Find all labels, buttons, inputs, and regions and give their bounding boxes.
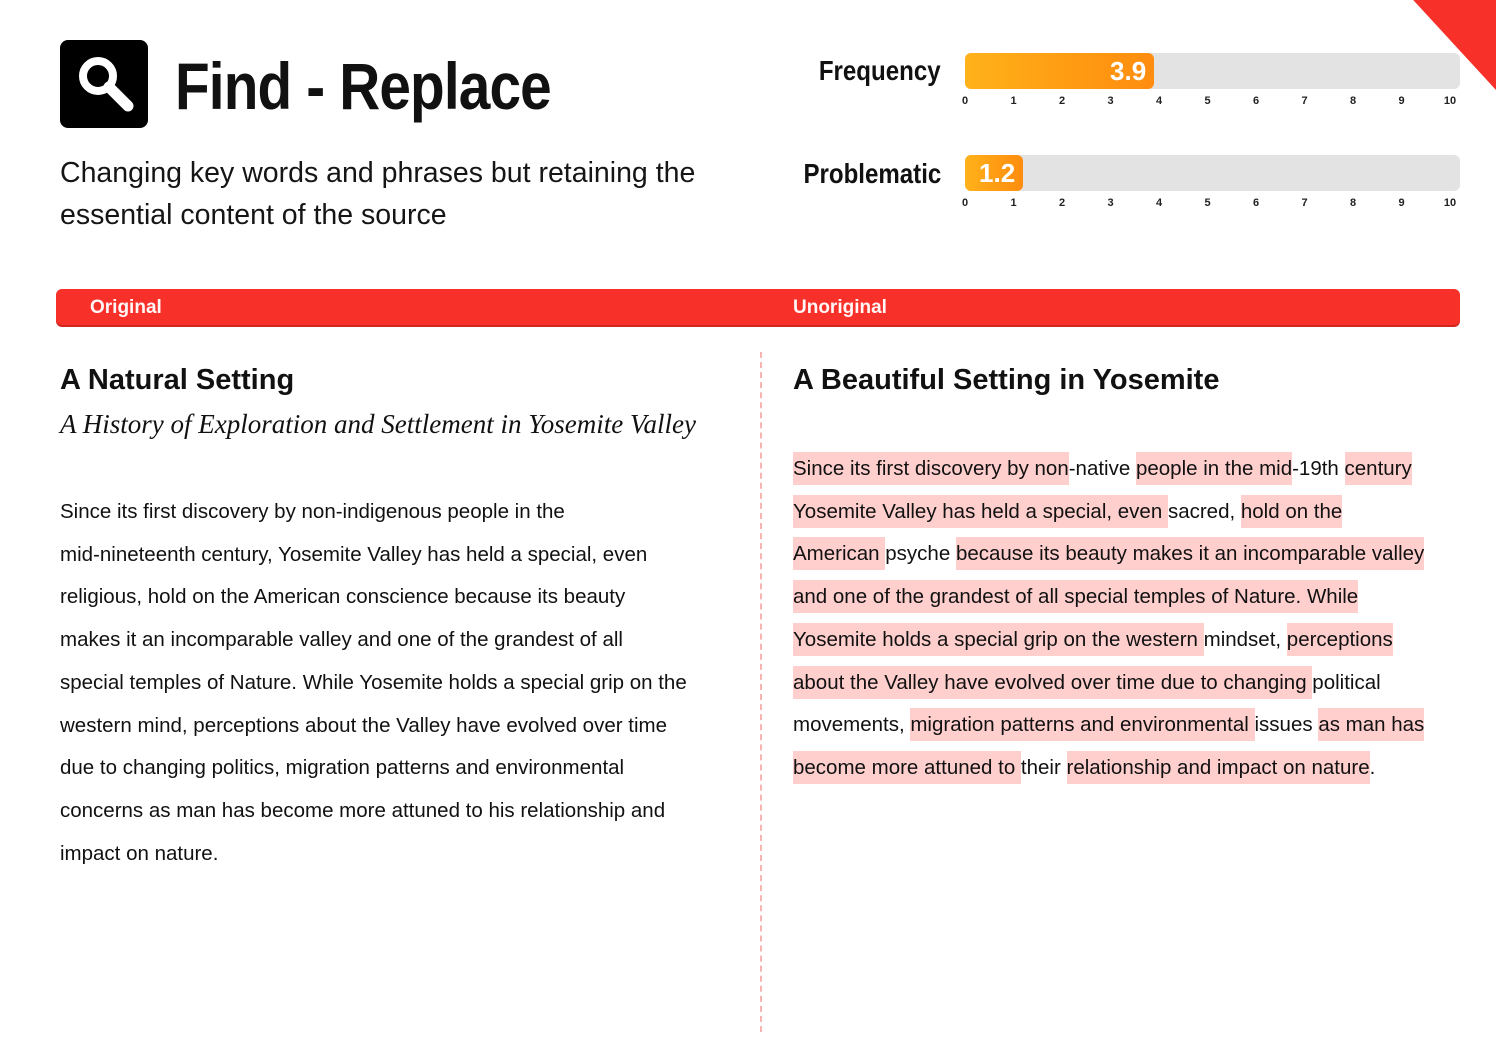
scale-tick-label: 1 xyxy=(1010,197,1017,209)
frequency-scale xyxy=(961,95,1457,111)
original-line: mid-nineteenth century, Yosemite Valley has held a special, even xyxy=(60,542,648,566)
scale-tick-label: 9 xyxy=(1398,197,1405,209)
matched-segment: become more attuned to xyxy=(793,751,1021,784)
changed-segment: movements, xyxy=(793,713,911,737)
problematic-label: Problematic xyxy=(803,158,941,189)
unoriginal-line xyxy=(793,662,1473,705)
page-title: Find - Replace xyxy=(175,49,551,123)
changed-segment: . xyxy=(1369,755,1376,779)
changed-segment: sacred, xyxy=(1167,499,1241,523)
matched-segment: migration patterns and environmental xyxy=(910,708,1254,741)
unoriginal-line xyxy=(793,619,1473,662)
matched-segment: as man has xyxy=(1318,708,1424,741)
scale-tick-label: 5 xyxy=(1204,197,1211,209)
matched-segment: about the Valley have evolved over time due to changing xyxy=(793,666,1312,699)
scale-tick-label: 8 xyxy=(1349,95,1357,107)
unoriginal-line xyxy=(793,576,1473,619)
scale-tick-label: 3 xyxy=(1107,197,1114,209)
unoriginal-line xyxy=(793,704,1473,747)
original-line: due to changing politics, migration patterns and environmental xyxy=(60,756,625,780)
unoriginal-line xyxy=(793,448,1473,491)
scale-tick-label: 2 xyxy=(1058,197,1066,209)
original-line: special temples of Nature. While Yosemite holds a special grip on the xyxy=(60,670,687,694)
scale-tick-label: 0 xyxy=(961,95,969,107)
scale-tick-label: 7 xyxy=(1301,95,1308,107)
changed-segment: psyche xyxy=(885,542,956,566)
changed-segment: -19th xyxy=(1292,457,1345,480)
frequency-label: Frequency xyxy=(819,55,941,86)
frequency-bar-fill xyxy=(965,53,1154,89)
matched-segment: Yosemite holds a special grip on the western xyxy=(793,623,1204,656)
original-column-label: Original xyxy=(90,297,162,318)
changed-segment: issues xyxy=(1254,713,1319,737)
unoriginal-line xyxy=(793,491,1473,534)
original-subheading: A History of Exploration and Settlement in Yosemite Valley xyxy=(60,409,696,439)
matched-segment: people in the mid xyxy=(1136,452,1292,485)
matched-segment: Yosemite Valley has held a special, even xyxy=(793,495,1168,528)
matched-segment: relationship and impact on nature xyxy=(1067,751,1370,784)
changed-segment: political xyxy=(1312,670,1381,694)
original-line: concerns as man has become more attuned to his relationship and xyxy=(60,798,666,822)
original-line: religious, hold on the American conscience because its beauty xyxy=(60,585,626,609)
frequency-bar xyxy=(965,53,1460,89)
original-line: western mind, perceptions about the Valley have evolved over time xyxy=(60,713,667,737)
scale-tick-label: 1 xyxy=(1010,95,1017,107)
matched-segment: American xyxy=(793,537,885,570)
scale-tick-label: 2 xyxy=(1058,95,1066,107)
frequency-value: 3.9 xyxy=(1110,56,1147,86)
changed-segment: -native xyxy=(1068,457,1136,480)
page-subtitle: Changing key words and phrases but retaining the essential content of the source xyxy=(60,157,696,231)
matched-segment: hold on the xyxy=(1241,495,1342,528)
scale-tick-label: 4 xyxy=(1155,95,1163,107)
matched-segment: century xyxy=(1345,452,1412,485)
unoriginal-heading: A Beautiful Setting in Yosemite xyxy=(793,364,1220,396)
changed-segment: mindset, xyxy=(1203,627,1287,651)
original-heading: A Natural Setting xyxy=(60,364,295,396)
original-line: impact on nature. xyxy=(60,841,219,865)
scale-tick-label: 6 xyxy=(1252,95,1260,107)
comparison-banner xyxy=(56,289,1460,325)
unoriginal-line xyxy=(793,533,1473,576)
problematic-bar-fill xyxy=(965,155,1023,191)
scale-tick-label: 10 xyxy=(1443,95,1457,107)
column-divider xyxy=(760,352,762,1032)
original-line: makes it an incomparable valley and one of the grandest of all xyxy=(60,628,623,652)
original-line: Since its first discovery by non-indigenous people in the xyxy=(60,500,565,523)
matched-segment: Since its first discovery by non xyxy=(793,452,1069,485)
problematic-value: 1.2 xyxy=(979,158,1016,188)
unoriginal-column-label: Unoriginal xyxy=(793,297,887,318)
problematic-scale xyxy=(961,197,1457,213)
magnifier-icon xyxy=(76,54,134,114)
scale-tick-label: 5 xyxy=(1204,95,1211,107)
problematic-bar xyxy=(965,155,1460,191)
original-passage xyxy=(60,491,740,875)
scale-tick-label: 8 xyxy=(1349,197,1357,209)
scale-tick-label: 9 xyxy=(1398,95,1405,107)
magnifier-logo xyxy=(60,40,148,128)
matched-segment: perceptions xyxy=(1287,623,1393,656)
unoriginal-line xyxy=(793,747,1473,790)
scale-tick-label: 0 xyxy=(961,197,969,209)
changed-segment: their xyxy=(1020,755,1067,779)
matched-segment: and one of the grandest of all special temples of Nature. While xyxy=(793,580,1358,613)
scale-tick-label: 6 xyxy=(1252,197,1260,209)
scale-tick-label: 3 xyxy=(1107,95,1114,107)
matched-segment: because its beauty makes it an incomparable valley xyxy=(956,537,1424,570)
scale-tick-label: 7 xyxy=(1301,197,1308,209)
unoriginal-passage xyxy=(793,448,1473,790)
scale-tick-label: 10 xyxy=(1443,197,1457,209)
scale-tick-label: 4 xyxy=(1155,197,1163,209)
